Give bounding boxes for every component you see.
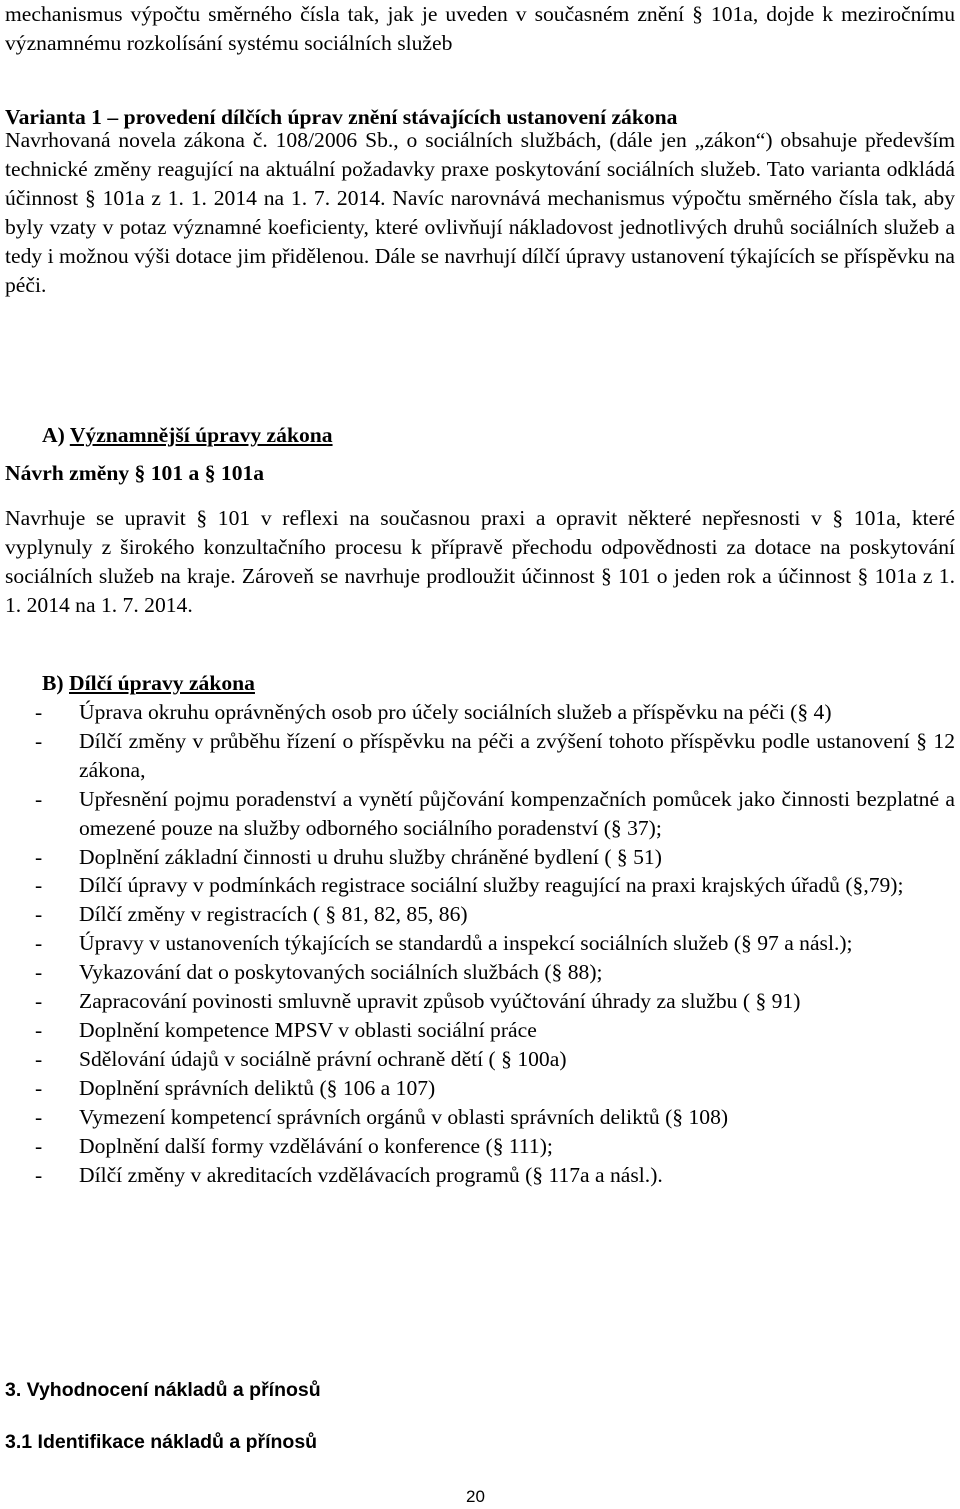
list-item-text: Vymezení kompetencí správních orgánů v oblasti správních deliktů (§ 108) <box>79 1104 729 1129</box>
list-dash: - <box>35 1104 43 1129</box>
list-item-text: Úprava okruhu oprávněných osob pro účely sociálních služeb a příspěvku na péči (§ 4) <box>79 700 832 724</box>
list-dash: - <box>35 989 43 1014</box>
list-item <box>5 727 955 785</box>
list-dash: - <box>35 1046 43 1071</box>
section-b-heading <box>42 669 255 697</box>
list-item-text: Dílčí úpravy v podmínkách registrace sociální služby reagující na praxi krajských úřadů (§,79); <box>79 873 904 898</box>
section-b-title: Dílčí úpravy zákona <box>69 671 255 695</box>
list-item-text: Dílčí změny v registracích ( § 81, 82, 85, 86) <box>79 902 468 927</box>
proposal-heading: Návrh změny § 101 a § 101a <box>5 461 265 485</box>
list-item <box>5 1016 955 1045</box>
section-3-heading: 3. Vyhodnocení nákladů a přínosů <box>5 1379 321 1401</box>
list-dash: - <box>35 786 43 811</box>
list-item-text: Dílčí změny v průběhu řízení o příspěvku na péči a zvýšení tohoto příspěvku podle ustanovení § 12 zákona, <box>79 728 955 782</box>
list-item <box>5 900 955 929</box>
list-dash: - <box>35 1162 43 1187</box>
list-item-text: Zapracování povinosti smluvně upravit způsob vyúčtování úhrady za službu ( § 91) <box>79 989 801 1014</box>
variant-heading: Varianta 1 – provedení dílčích úprav znění stávajících ustanovení zákona <box>5 105 678 129</box>
section-a-marker: A) <box>42 423 65 447</box>
list-item-text: Doplnění další formy vzdělávání o konference (§ 111); <box>79 1133 553 1158</box>
list-item-text: Úpravy v ustanoveních týkajících se standardů a inspekcí sociálních služeb (§ 97 a násl.); <box>79 931 853 956</box>
section-a-heading <box>42 421 333 449</box>
list-dash: - <box>35 728 43 753</box>
list-dash: - <box>35 844 43 869</box>
changes-list <box>5 698 955 1189</box>
list-dash: - <box>35 700 43 724</box>
list-item <box>5 987 955 1016</box>
list-item-text: Doplnění kompetence MPSV v oblasti sociální práce <box>79 1017 537 1042</box>
list-item <box>5 1132 955 1161</box>
list-dash: - <box>35 873 43 898</box>
list-dash: - <box>35 1075 43 1100</box>
section-b-marker: B) <box>42 671 64 695</box>
list-item <box>5 929 955 958</box>
list-item-text: Upřesnění pojmu poradenství a vynětí půjčování kompenzačních pomůcek jako činnosti bezplatné a omezené pouze na služby odborného sociálního poradenství (§ 37); <box>79 786 955 840</box>
list-item <box>5 871 955 900</box>
list-dash: - <box>35 931 43 956</box>
variant-paragraph: Navrhovaná novela zákona č. 108/2006 Sb., o sociálních službách, (dále jen „zákon“) obsahuje především technické změny reagující na aktuální požadavky praxe poskytování sociálních služeb. Tato varianta odkládá účinnost § 101a z 1. 1. 2014 na 1. 7. 2014. Navíc narovnává mechanismus výpočtu směrného čísla tak, aby byly vzaty v potaz významné koeficienty, které ovlivňují nákladovost jednotlivých druhů sociálních služeb a tedy i možnou výši dotace jim přidělenou. Dále se navrhují dílčí úpravy ustanovení týkajících se příspěvku na péči. <box>5 128 955 297</box>
list-item <box>5 698 955 727</box>
list-item <box>5 785 955 843</box>
list-item <box>5 1074 955 1103</box>
list-item-text: Doplnění správních deliktů (§ 106 a 107) <box>79 1075 436 1100</box>
proposal-paragraph: Navrhuje se upravit § 101 v reflexi na současnou praxi a opravit některé nepřesnosti v § 101a, které vyplynuly z širokého konzultačního procesu k přípravě přechodu odpovědnosti za dotace na poskytování sociálních služeb na kraje. Zároveň se navrhuje prodloužit účinnost § 101 o jeden rok a účinnost § 101a z 1. 1. 2014 na 1. 7. 2014. <box>5 506 955 617</box>
intro-paragraph: mechanismus výpočtu směrného čísla tak, jak je uveden v současném znění § 101a, dojde k meziročnímu významnému rozkolísání systému sociálních služeb <box>5 2 955 55</box>
list-dash: - <box>35 902 43 927</box>
section-a-title: Významnější úpravy zákona <box>69 423 333 447</box>
list-item-text: Doplnění základní činnosti u druhu služby chráněné bydlení ( § 51) <box>79 844 662 869</box>
list-dash: - <box>35 960 43 985</box>
list-item <box>5 958 955 987</box>
list-dash: - <box>35 1017 43 1042</box>
list-dash: - <box>35 1133 43 1158</box>
list-item <box>5 1045 955 1074</box>
page-number: 20 <box>466 1487 485 1506</box>
list-item-text: Sdělování údajů v sociálně právní ochraně dětí ( § 100a) <box>79 1046 567 1071</box>
list-item <box>5 1161 955 1190</box>
list-item-text: Dílčí změny v akreditacích vzdělávacích programů (§ 117a a násl.). <box>79 1162 663 1187</box>
list-item <box>5 1103 955 1132</box>
list-item-text: Vykazování dat o poskytovaných sociálních službách (§ 88); <box>79 960 603 985</box>
list-item <box>5 843 955 872</box>
section-3-1-heading: 3.1 Identifikace nákladů a přínosů <box>5 1431 318 1453</box>
